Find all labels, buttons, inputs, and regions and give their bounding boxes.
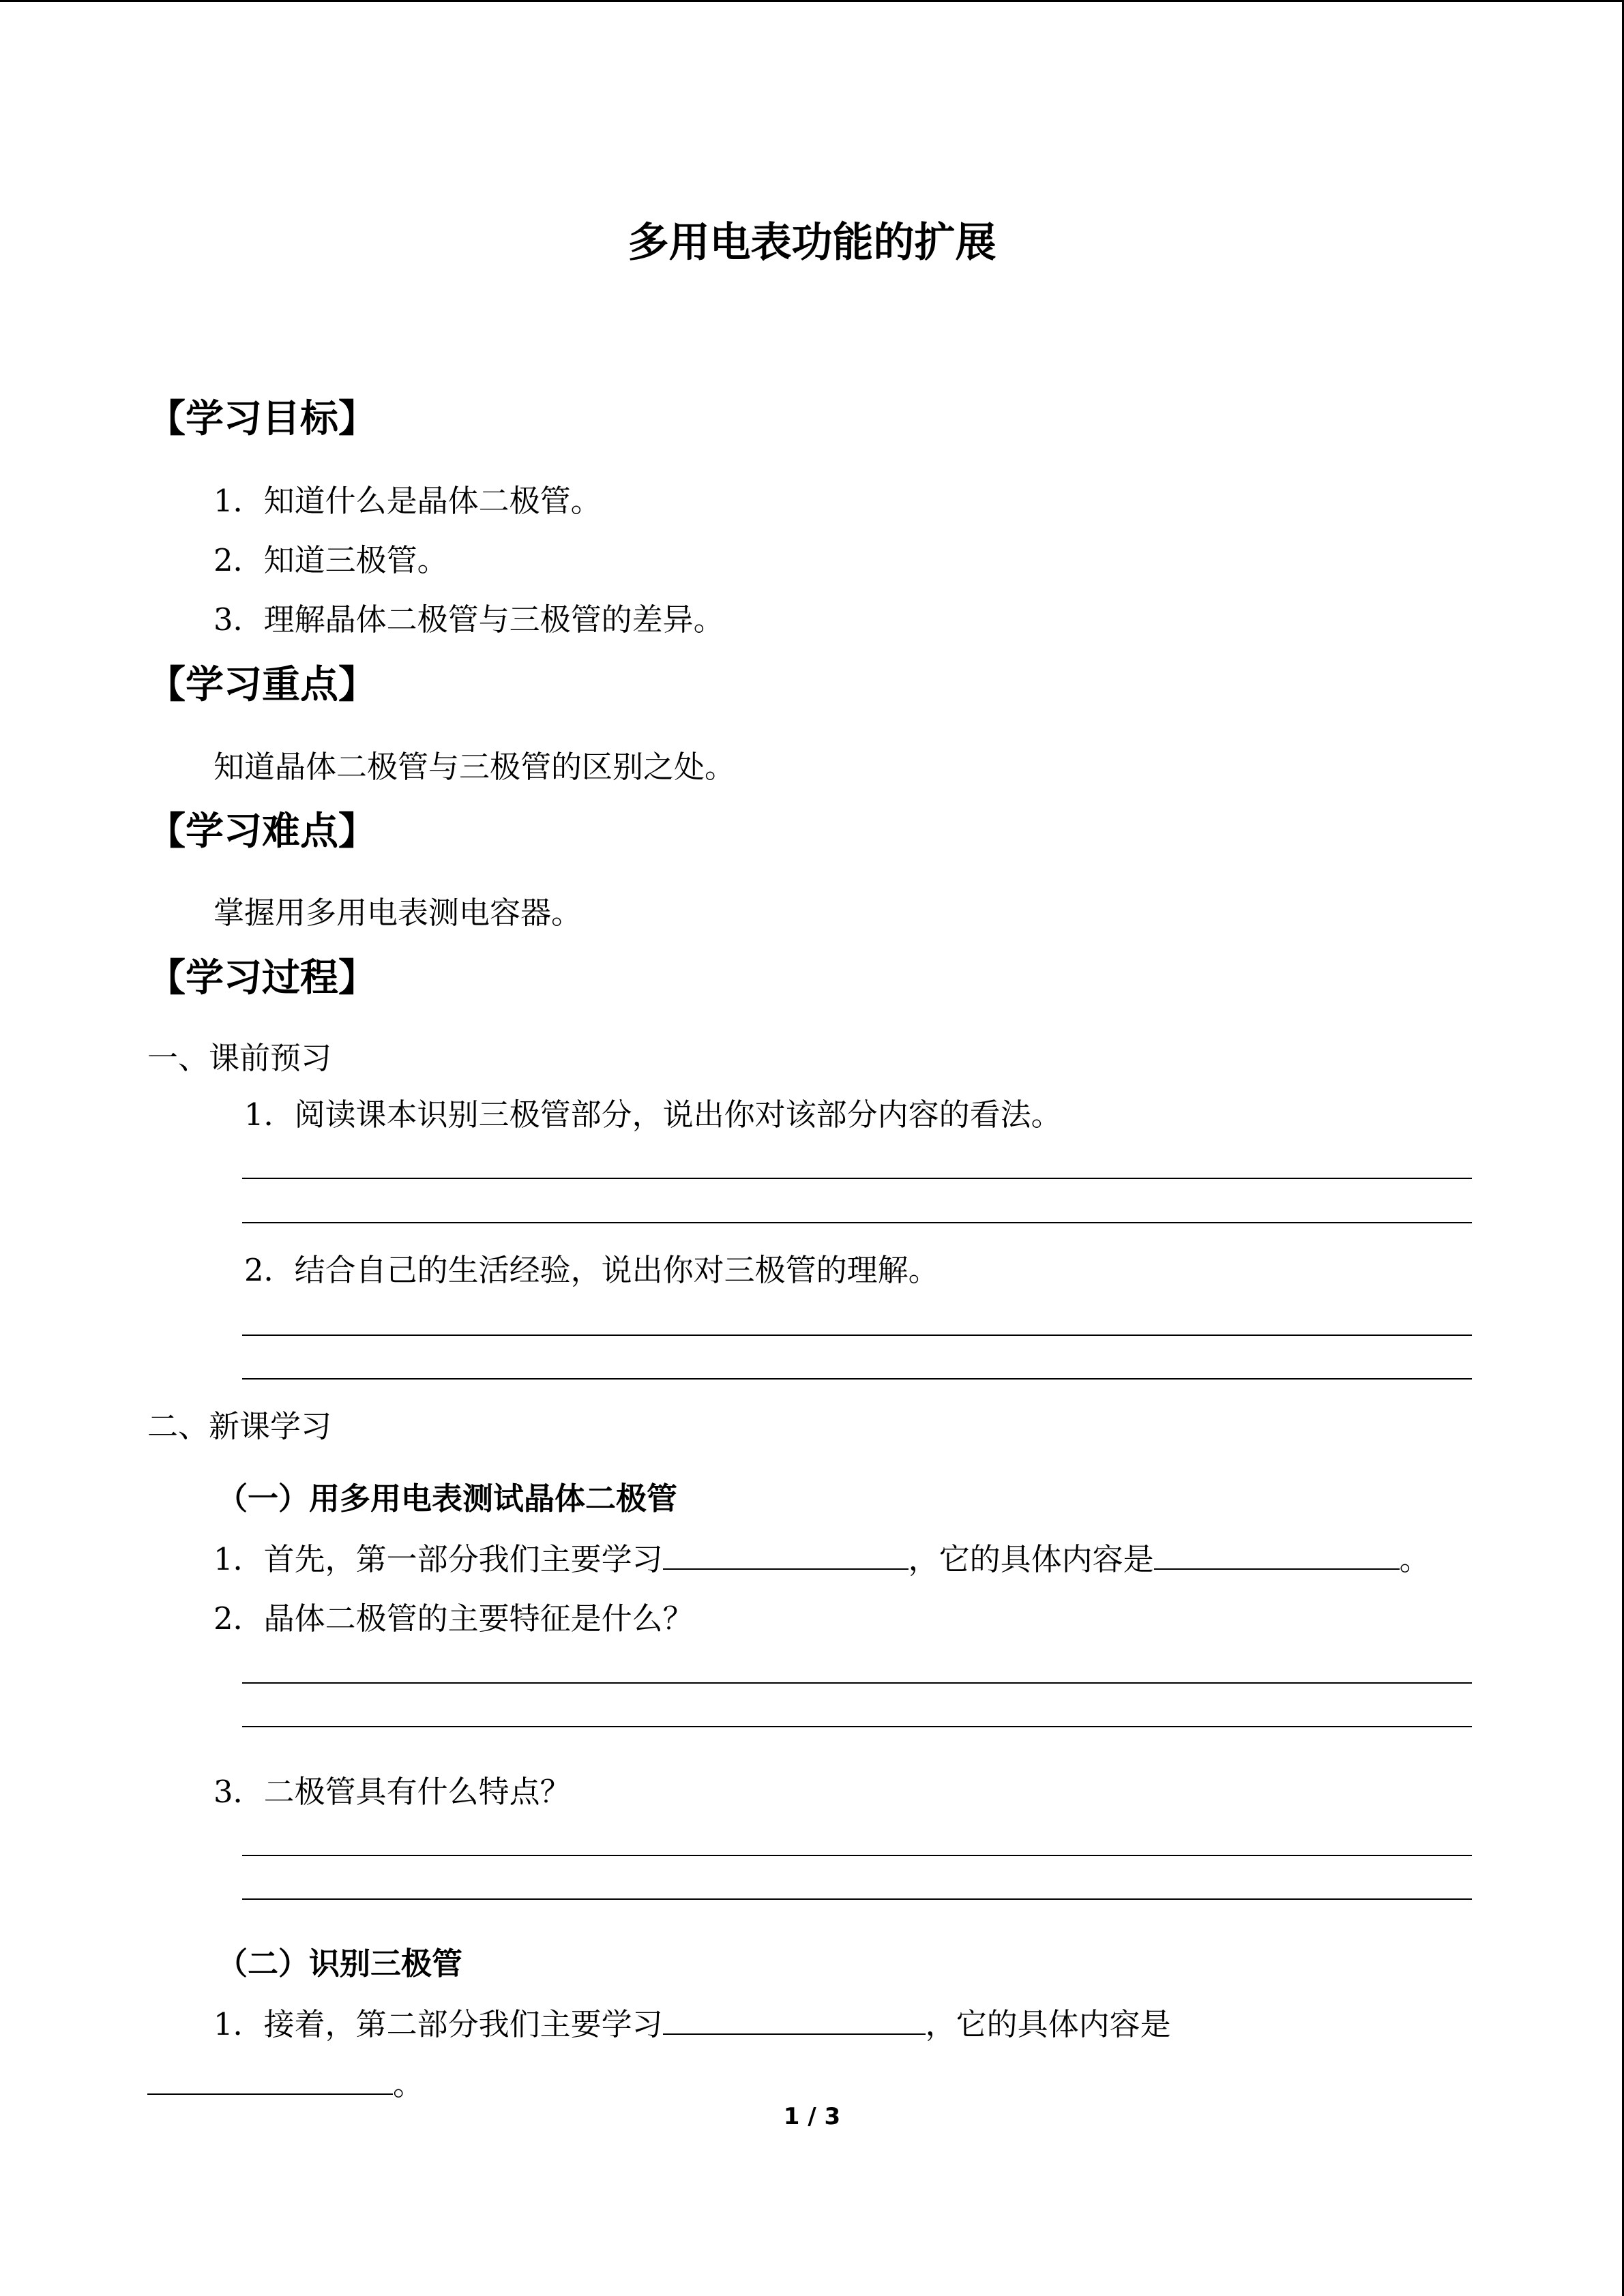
difficulties-heading: 【学习难点】 <box>147 809 377 854</box>
objectives-heading: 【学习目标】 <box>147 397 377 441</box>
preview-question-2: 2．结合自己的生活经验，说出你对三极管的理解。 <box>244 1252 939 1288</box>
preview-heading: 一、课前预习 <box>147 1040 332 1076</box>
key-points-text: 知道晶体二极管与三极管的区别之处。 <box>213 749 736 785</box>
part2-question-1-cont <box>147 2059 424 2104</box>
answer-line <box>242 1378 1472 1380</box>
part1-question-3: 3．二极管具有什么特点？ <box>213 1774 571 1810</box>
objective-item: 2．知道三极管。 <box>213 542 448 578</box>
objective-item: 3．理解晶体二极管与三极管的差异。 <box>213 601 724 638</box>
question-text: 1．首先，第一部分我们主要学习 <box>213 1541 663 1577</box>
part1-heading: （一）用多用电表测试晶体二极管 <box>217 1480 678 1517</box>
fill-blank <box>1154 1538 1400 1570</box>
answer-line <box>242 1222 1472 1223</box>
preview-question-1: 1．阅读课本识别三极管部分，说出你对该部分内容的看法。 <box>244 1097 1062 1133</box>
answer-line <box>242 1726 1472 1727</box>
difficulties-text: 掌握用多用电表测电容器。 <box>213 895 582 931</box>
question-text: 。 <box>393 2066 424 2102</box>
part2-question-1 <box>213 1999 1171 2044</box>
answer-line <box>242 1855 1472 1856</box>
document-title: 多用电表功能的扩展 <box>628 219 996 267</box>
question-text: ，它的具体内容是 <box>925 2006 1171 2042</box>
fill-blank <box>147 2063 393 2095</box>
page-number: 1 / 3 <box>783 2103 841 2130</box>
page-border-top <box>0 0 1624 2</box>
part1-question-2: 2．晶体二极管的主要特征是什么？ <box>213 1600 694 1637</box>
key-points-heading: 【学习重点】 <box>147 663 377 707</box>
part1-question-1 <box>213 1534 1430 1579</box>
objective-item: 1．知道什么是晶体二极管。 <box>213 483 602 519</box>
part2-heading: （二）识别三极管 <box>217 1945 463 1982</box>
fill-blank <box>663 2003 926 2035</box>
question-text: 1．接着，第二部分我们主要学习 <box>213 2006 663 2042</box>
question-text: 。 <box>1399 1541 1430 1577</box>
fill-blank <box>663 1538 909 1570</box>
process-heading: 【学习过程】 <box>147 956 377 1000</box>
answer-line <box>242 1178 1472 1179</box>
new-lesson-heading: 二、新课学习 <box>147 1408 332 1444</box>
answer-line <box>242 1335 1472 1336</box>
answer-line <box>242 1682 1472 1684</box>
question-text: ，它的具体内容是 <box>908 1541 1154 1577</box>
answer-line <box>242 1898 1472 1900</box>
